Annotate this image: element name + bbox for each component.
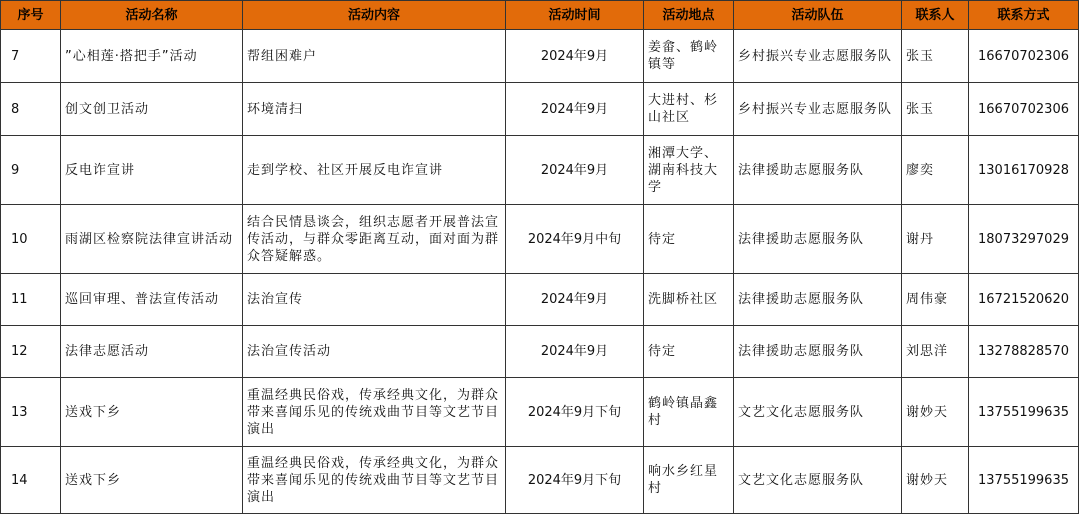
cell-contact: 刘思洋 [902, 326, 969, 378]
cell-phone: 16670702306 [969, 83, 1079, 136]
cell-time: 2024年9月 [506, 326, 644, 378]
cell-name: 雨湖区检察院法律宣讲活动 [61, 205, 243, 274]
cell-seq: 10 [1, 205, 61, 274]
cell-team: 乡村振兴专业志愿服务队 [734, 30, 902, 83]
cell-name: 送戏下乡 [61, 447, 243, 514]
header-contact: 联系人 [902, 1, 969, 30]
cell-name: 创文创卫活动 [61, 83, 243, 136]
cell-place: 大进村、杉山社区 [644, 83, 734, 136]
cell-content: 法治宣传 [243, 274, 506, 326]
table-row [1, 83, 1079, 136]
cell-phone: 16670702306 [969, 30, 1079, 83]
cell-seq: 9 [1, 136, 61, 205]
header-content: 活动内容 [243, 1, 506, 30]
cell-phone: 13755199635 [969, 447, 1079, 514]
cell-name: 法律志愿活动 [61, 326, 243, 378]
cell-contact: 廖奕 [902, 136, 969, 205]
cell-team: 文艺文化志愿服务队 [734, 378, 902, 447]
cell-place: 响水乡红星村 [644, 447, 734, 514]
header-team: 活动队伍 [734, 1, 902, 30]
cell-team: 乡村振兴专业志愿服务队 [734, 83, 902, 136]
table-row [1, 274, 1079, 326]
cell-seq: 12 [1, 326, 61, 378]
cell-team: 法律援助志愿服务队 [734, 274, 902, 326]
cell-seq: 8 [1, 83, 61, 136]
header-time: 活动时间 [506, 1, 644, 30]
cell-seq: 11 [1, 274, 61, 326]
cell-contact: 周伟豪 [902, 274, 969, 326]
table-row [1, 326, 1079, 378]
cell-content: 结合民情恳谈会，组织志愿者开展普法宣传活动，与群众零距离互动，面对面为群众答疑解惑。 [243, 205, 506, 274]
table-row [1, 136, 1079, 205]
table-row [1, 378, 1079, 447]
cell-name: 送戏下乡 [61, 378, 243, 447]
header-name: 活动名称 [61, 1, 243, 30]
header-phone: 联系方式 [969, 1, 1079, 30]
cell-content: 环境清扫 [243, 83, 506, 136]
cell-place: 洗脚桥社区 [644, 274, 734, 326]
cell-name: 反电诈宣讲 [61, 136, 243, 205]
cell-seq: 7 [1, 30, 61, 83]
cell-time: 2024年9月 [506, 274, 644, 326]
cell-content: 法治宣传活动 [243, 326, 506, 378]
cell-place: 鹤岭镇晶鑫村 [644, 378, 734, 447]
cell-content: 重温经典民俗戏，传承经典文化，为群众带来喜闻乐见的传统戏曲节目等文艺节目演出 [243, 447, 506, 514]
cell-phone: 13016170928 [969, 136, 1079, 205]
cell-team: 文艺文化志愿服务队 [734, 447, 902, 514]
cell-contact: 张玉 [902, 30, 969, 83]
cell-seq: 13 [1, 378, 61, 447]
cell-phone: 13278828570 [969, 326, 1079, 378]
cell-name: 巡回审理、普法宣传活动 [61, 274, 243, 326]
cell-contact: 张玉 [902, 83, 969, 136]
header-place: 活动地点 [644, 1, 734, 30]
cell-time: 2024年9月下旬 [506, 447, 644, 514]
cell-place: 待定 [644, 326, 734, 378]
cell-name: ”心相莲·搭把手”活动 [61, 30, 243, 83]
cell-time: 2024年9月 [506, 136, 644, 205]
cell-time: 2024年9月 [506, 83, 644, 136]
cell-contact: 谢妙天 [902, 378, 969, 447]
header-seq: 序号 [1, 1, 61, 30]
cell-time: 2024年9月中旬 [506, 205, 644, 274]
table-row [1, 205, 1079, 274]
table-row [1, 30, 1079, 83]
cell-phone: 13755199635 [969, 378, 1079, 447]
cell-place: 姜畲、鹤岭镇等 [644, 30, 734, 83]
cell-phone: 18073297029 [969, 205, 1079, 274]
cell-seq: 14 [1, 447, 61, 514]
cell-team: 法律援助志愿服务队 [734, 205, 902, 274]
cell-team: 法律援助志愿服务队 [734, 136, 902, 205]
cell-content: 走到学校、社区开展反电诈宣讲 [243, 136, 506, 205]
cell-time: 2024年9月下旬 [506, 378, 644, 447]
cell-contact: 谢丹 [902, 205, 969, 274]
cell-team: 法律援助志愿服务队 [734, 326, 902, 378]
cell-place: 待定 [644, 205, 734, 274]
cell-place: 湘潭大学、湖南科技大学 [644, 136, 734, 205]
cell-contact: 谢妙天 [902, 447, 969, 514]
cell-phone: 16721520620 [969, 274, 1079, 326]
header-row [1, 1, 1079, 30]
cell-content: 帮组困难户 [243, 30, 506, 83]
table-row [1, 447, 1079, 514]
cell-time: 2024年9月 [506, 30, 644, 83]
cell-content: 重温经典民俗戏，传承经典文化，为群众带来喜闻乐见的传统戏曲节目等文艺节目演出 [243, 378, 506, 447]
